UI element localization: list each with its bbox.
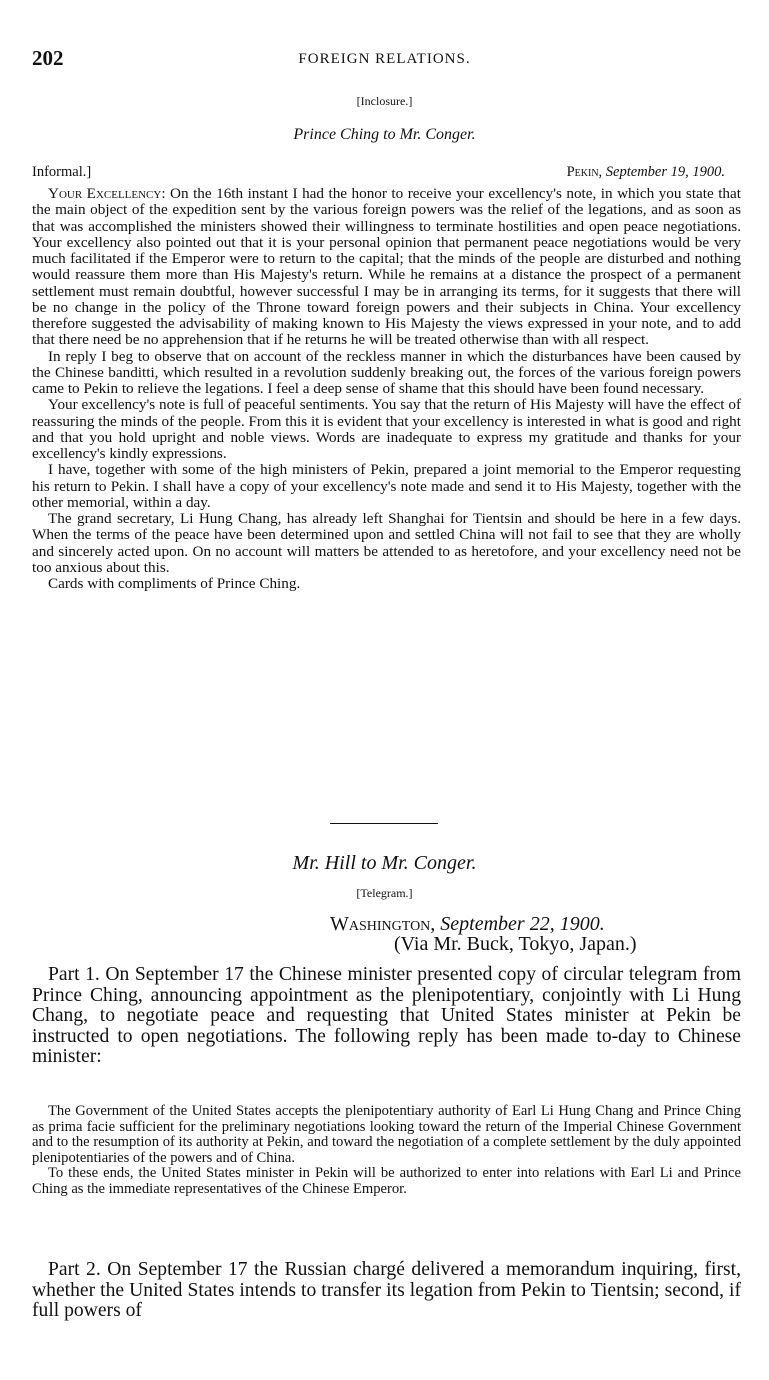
letter-paragraph-text: On the 16th instant I had the honor to receive your excellency's note, in which you state that the main object of the expedition sent by the various foreign powers was the relief of the legations, and as soon as that was accomplished the ministers showed their willingness to terminate hostilities and open peace negotiations. Your excellency also pointed out that it is your personal opinion that permanent peace negotiations would be very much facilitated if the Emperor were to return to the capital; that the minds of the people are disturbed and nothing would reassure them more than His Majesty's return. While he remains at a distance the prospect of a permanent settlement must remain doubtful, however successful I may be in arranging its terms, for it suggests that there will be no change in the policy of the Throne toward foreign powers and their subjects in China. Your excellency therefore suggested the advisability of making known to His Majesty the views expressed in your note, and to add that there need be no apprehension that if he returns he will be treated otherwise than with all respect. [32, 185, 741, 349]
salutation: Your Excellency: [48, 185, 166, 202]
telegram-part2 [32, 1260, 741, 1322]
telegram-label: [Telegram.] [356, 886, 413, 900]
part1-paragraph: Part 1. On September 17 the Chinese minister presented copy of circular telegram from Prince Ching, announcing appointment as the plenipotentiary, conjointly with Li Hung Chang, to negotiate peace and requesting that United States minister at Pekin be instructed to open negotiations. The following reply has been made to-day to Chinese minister: [32, 964, 741, 1068]
inclosure-heading: Prince Ching to Mr. Conger. [293, 126, 476, 143]
telegram-place: Washington, [330, 913, 436, 935]
telegram-via: (Via Mr. Buck, Tokyo, Japan.) [394, 933, 637, 955]
note-type: Informal.] [32, 164, 92, 180]
telegram-reply [32, 1104, 741, 1198]
running-title: FOREIGN RELATIONS. [298, 51, 471, 67]
reply-paragraph: The Government of the United States accepts the plenipotentiary authority of Earl Li Hung Chang and Prince Ching as prima facie sufficient for the preliminary negotiations looking toward the return of the Imperial Chinese Government and to the resumption of its authority at Pekin, and toward the negotiation of a complete settlement by the duly appointed plenipotentiaries of the powers and of China. [32, 1103, 741, 1166]
letter-paragraph: Your excellency's note is full of peaceful sentiments. You say that the return of His Majesty will have the effect of reassuring the minds of the people. From this it is evident that your excellency is interested in what is good and right and that you hold upright and noble views. Words are inadequate to express my gratitude and thanks for your excellency's kindly expressions. [32, 396, 741, 462]
telegram-date: September 22, 1900. [440, 913, 605, 935]
letter-paragraph: The grand secretary, Li Hung Chang, has already left Shanghai for Tientsin and should be here in a few days. When the terms of the peace have been determined upon and settled China will not fail to see that they are wholly and sincerely acted upon. On no account will matters be attended to as heretofore, and your excellency need not be too anxious about this. [32, 510, 741, 576]
reply-paragraph: To these ends, the United States minister in Pekin will be authorized to enter into relations with Earl Li and Prince Ching as the immediate representatives of the Chinese Emperor. [32, 1165, 741, 1197]
page-number: 202 [32, 46, 64, 70]
inclosure-dateline [32, 164, 725, 181]
telegram-heading: Mr. Hill to Mr. Conger. [292, 852, 477, 874]
date: September 19, 1900. [605, 164, 725, 180]
letter-paragraph [32, 186, 741, 349]
inclosure-label: [Inclosure.] [356, 94, 413, 108]
telegram-part1 [32, 965, 741, 1068]
letter-paragraph: I have, together with some of the high ministers of Pekin, prepared a joint memorial to the Emperor requesting his return to Pekin. I shall have a copy of your excellency's note made and send it to His Majesty, together with the other memorial, within a day. [32, 461, 741, 511]
section-divider [330, 823, 438, 824]
letter-paragraph: In reply I beg to observe that on account of the reckless manner in which the disturbances have been caused by the Chinese banditti, which resulted in a revolution suddenly breaking out, the forces of the various foreign powers came to Pekin to relieve the legations. I feel a deep sense of shame that this should have been found necessary. [32, 347, 741, 397]
letter-paragraph: Cards with compliments of Prince Ching. [48, 575, 301, 592]
place: Pekin, [566, 164, 603, 180]
place-date [567, 164, 725, 181]
inclosure-letter [32, 186, 741, 592]
part2-paragraph: Part 2. On September 17 the Russian chargé delivered a memorandum inquiring, first, whether the United States intends to transfer its legation from Pekin to Tientsin; second, if full powers of [32, 1259, 741, 1322]
